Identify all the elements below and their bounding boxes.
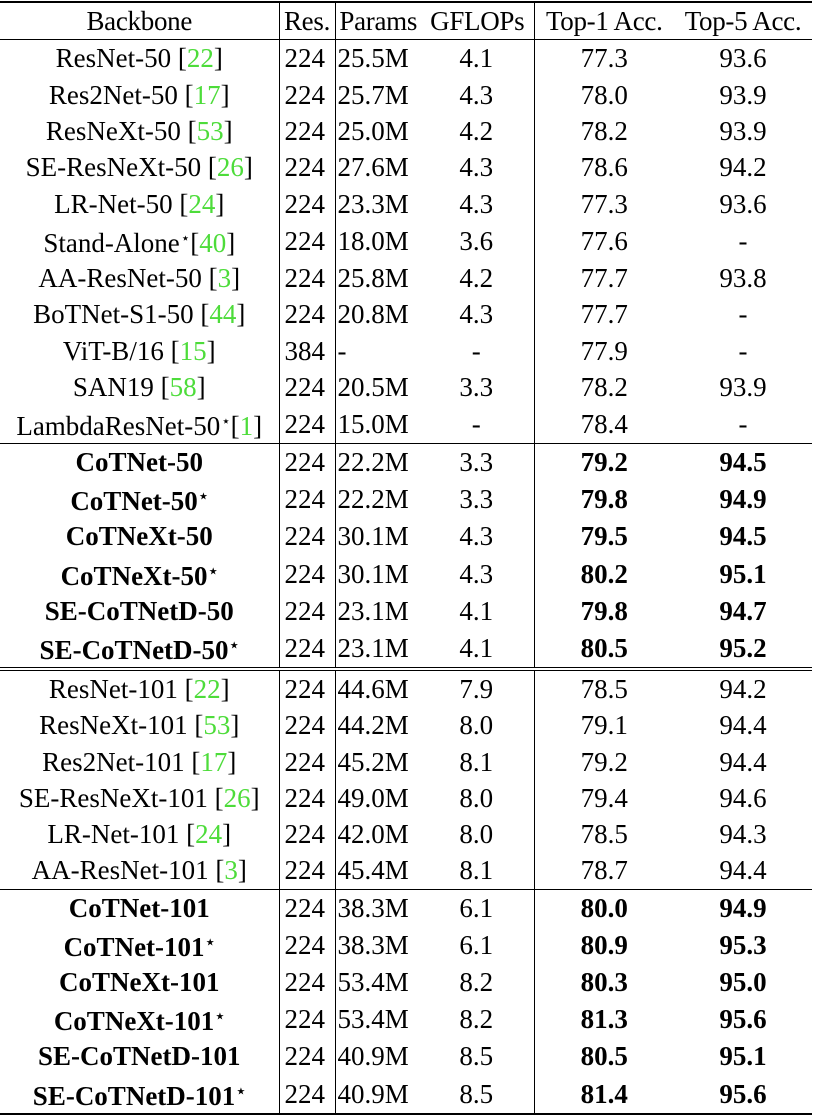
table-row (0, 816, 812, 852)
top1-acc-cell: 79.8 (534, 593, 674, 629)
backbone-cell: Res2Net-101 [17] (42, 746, 237, 777)
top1-acc-cell: 79.2 (534, 443, 674, 480)
citation-link[interactable]: 17 (193, 79, 221, 110)
top5-acc-cell: 94.9 (674, 889, 812, 926)
top1-acc-cell: 78.5 (534, 816, 674, 852)
table-row (0, 405, 812, 444)
star-marker: ⋆ (229, 637, 239, 654)
top1-acc-cell: 77.7 (534, 260, 674, 296)
gflops-cell: 4.1 (459, 43, 494, 74)
backbone-cell: ResNet-101 [22] (0, 669, 279, 707)
gflops-cell: 4.2 (459, 262, 494, 293)
params-cell: 53.4M (335, 1000, 421, 1038)
params-cell: 20.8M (335, 296, 421, 332)
top5-acc-cell: 93.8 (719, 262, 767, 293)
params-cell: 38.3M (335, 926, 421, 964)
backbone-name: LambdaResNet-50 (16, 410, 221, 441)
resolution-cell: 384 (279, 332, 335, 368)
top1-acc-cell: 80.3 (534, 964, 674, 1000)
params-cell: 25.5M (335, 40, 421, 77)
top5-acc-cell: 93.6 (719, 188, 767, 219)
top1-acc-cell: 77.7 (534, 296, 674, 332)
gflops-cell: 4.3 (459, 79, 494, 110)
backbone-name: BoTNet-S1-50 (33, 299, 194, 330)
gflops-cell: 4.1 (459, 595, 494, 626)
table-row (0, 480, 812, 518)
citation-link[interactable]: 24 (188, 188, 216, 219)
table-row (0, 593, 812, 629)
backbone-name: SE-ResNeXt-101 (18, 782, 208, 813)
top1-acc-cell: 77.3 (534, 40, 674, 77)
backbone-name: ResNet-101 (48, 674, 178, 704)
backbone-name: SE-CoTNetD-101 (38, 1041, 241, 1072)
top1-acc-cell: 80.5 (534, 1038, 674, 1074)
gflops-cell: 3.3 (459, 371, 494, 402)
results-table-container (0, 1, 812, 1115)
params-cell: 23.1M (335, 593, 421, 629)
backbone-cell: LR-Net-50 [24] (54, 188, 225, 219)
backbone-cell (0, 964, 279, 1000)
header-params: Params (335, 2, 421, 40)
backbone-name: SE-ResNeXt-50 (25, 152, 202, 183)
backbone-cell: SE-ResNeXt-50 [26] (25, 152, 253, 183)
top5-acc-cell: 94.6 (719, 782, 767, 813)
top1-acc-cell: 78.4 (534, 405, 674, 444)
backbone-cell (0, 926, 279, 964)
citation-link[interactable]: 58 (169, 371, 197, 402)
top1-acc-cell: 78.0 (534, 77, 674, 113)
gflops-cell: 8.2 (459, 967, 494, 998)
table-row (0, 707, 812, 743)
top5-acc-cell: - (738, 299, 748, 330)
gflops-cell: 6.1 (421, 889, 534, 926)
backbone-cell: LR-Net-101 [24] (47, 819, 232, 850)
top5-acc-cell: 94.4 (719, 746, 767, 777)
backbone-name: SAN19 (72, 371, 154, 402)
top5-acc-cell: 93.9 (719, 116, 767, 147)
star-marker: ⋆ (208, 563, 218, 580)
resolution-cell: 224 (279, 629, 335, 669)
resolution-cell: 224 (279, 964, 335, 1000)
top5-acc-cell: 93.9 (719, 371, 767, 402)
top1-acc-cell: 77.3 (534, 185, 674, 221)
header-resolution: Res. (279, 2, 335, 40)
table-row (0, 40, 812, 77)
gflops-cell: 4.3 (459, 299, 494, 330)
resolution-cell: 224 (279, 113, 335, 149)
top5-acc-cell: 94.5 (674, 443, 812, 480)
params-cell: 49.0M (335, 780, 421, 816)
gflops-cell: 8.0 (459, 819, 494, 850)
backbone-cell: AA-ResNet-101 [3] (31, 855, 247, 886)
backbone-name: CoTNeXt-101 (53, 1006, 215, 1037)
resolution-cell: 224 (279, 780, 335, 816)
backbone-cell: Res2Net-50 [17] (48, 79, 230, 110)
resolution-cell: 224 (279, 518, 335, 554)
gflops-cell: 4.3 (459, 152, 494, 183)
citation-link[interactable]: 17 (200, 746, 228, 777)
citation-link[interactable]: 44 (209, 299, 237, 330)
resolution-cell: 224 (279, 816, 335, 852)
backbone-name: SE-CoTNetD-50 (39, 634, 229, 665)
resolution-cell: 224 (279, 852, 335, 889)
star-marker: ⋆ (221, 413, 231, 430)
params-cell: 42.0M (335, 816, 421, 852)
table-row (0, 964, 812, 1000)
citation-link[interactable]: 40 (199, 227, 227, 258)
resolution-cell: 224 (279, 77, 335, 113)
table-row (0, 77, 812, 113)
resolution-cell: 224 (279, 222, 335, 260)
params-cell: 38.3M (335, 889, 421, 926)
top1-acc-cell: 79.5 (534, 518, 674, 554)
backbone-cell (0, 593, 279, 629)
table-row (0, 222, 812, 260)
table-row (0, 332, 812, 368)
params-cell: 22.2M (335, 443, 421, 480)
gflops-cell: 8.0 (459, 710, 494, 741)
gflops-cell: 7.9 (421, 669, 534, 707)
resolution-cell: 224 (279, 260, 335, 296)
header-gflops: GFLOPs (421, 2, 534, 40)
resolution-cell: 224 (279, 1000, 335, 1038)
params-cell: 22.2M (335, 480, 421, 518)
star-marker: ⋆ (198, 489, 209, 506)
gflops-cell: 4.3 (459, 521, 494, 552)
top1-acc-cell: 78.6 (534, 149, 674, 185)
params-cell: 25.8M (335, 260, 421, 296)
backbone-cell: ResNeXt-50 [53] (45, 116, 233, 147)
top5-acc-cell: 94.9 (719, 484, 767, 515)
table-row (0, 743, 812, 779)
table-row (0, 185, 812, 221)
top1-acc-cell: 78.2 (534, 369, 674, 405)
table-row (0, 889, 812, 926)
backbone-name: LR-Net-101 (47, 819, 180, 850)
backbone-cell: BoTNet-S1-50 [44] (33, 299, 246, 330)
backbone-name: Res2Net-50 (48, 79, 178, 110)
top1-acc-cell: 78.5 (534, 669, 674, 707)
top5-acc-cell: 94.7 (719, 595, 767, 626)
table-row (0, 780, 812, 816)
top1-acc-cell: 77.9 (534, 332, 674, 368)
top1-acc-cell: 80.0 (534, 889, 674, 926)
table-row (0, 1075, 812, 1114)
backbone-name: CoTNet-50 (70, 486, 198, 517)
table-row (0, 1000, 812, 1038)
top1-acc-cell: 79.1 (534, 707, 674, 743)
backbone-name: SE-CoTNetD-50 (44, 595, 234, 626)
backbone-name: CoTNet-101 (68, 892, 210, 923)
top1-acc-cell: 80.2 (534, 555, 674, 593)
resolution-cell: 224 (279, 1038, 335, 1074)
backbone-cell: ResNeXt-101 [53] (39, 710, 240, 741)
params-cell: 15.0M (335, 405, 421, 444)
top1-acc-cell: 78.7 (534, 852, 674, 889)
top5-acc-cell: - (738, 408, 748, 439)
backbone-name: AA-ResNet-101 (31, 855, 209, 886)
backbone-cell: SAN19 [58] (72, 371, 206, 402)
star-marker: ⋆ (205, 934, 215, 951)
params-cell: 53.4M (335, 964, 421, 1000)
backbone-cell: LambdaResNet-50⋆[1] (16, 410, 263, 441)
gflops-cell: 3.6 (459, 225, 494, 256)
gflops-cell: - (471, 408, 481, 439)
resolution-cell: 224 (279, 405, 335, 444)
table-body (0, 40, 812, 1114)
top1-acc-cell: 79.8 (534, 480, 674, 518)
citation-link[interactable]: 22 (186, 43, 214, 74)
top1-acc-cell: 80.9 (534, 926, 674, 964)
citation-link[interactable]: 24 (195, 819, 223, 850)
top5-acc-cell: 94.4 (719, 710, 767, 741)
top5-acc-cell: 94.5 (719, 521, 767, 552)
gflops-cell: 8.5 (459, 1041, 494, 1072)
resolution-cell: 224 (279, 480, 335, 518)
gflops-cell: 6.1 (459, 929, 494, 960)
params-cell: 20.5M (335, 369, 421, 405)
params-cell: - (335, 332, 421, 368)
resolution-cell: 224 (279, 743, 335, 779)
params-cell: 23.3M (335, 185, 421, 221)
top1-acc-cell: 80.5 (534, 629, 674, 669)
top1-acc-cell: 77.6 (534, 222, 674, 260)
backbone-cell (0, 518, 279, 554)
resolution-cell: 224 (279, 149, 335, 185)
header-top1-acc: Top-1 Acc. (534, 2, 674, 40)
gflops-cell: 4.3 (459, 558, 494, 589)
backbone-cell: ViT-B/16 [15] (62, 335, 216, 366)
backbone-name: CoTNet-101 (63, 931, 205, 962)
backbone-name: CoTNeXt-101 (59, 967, 220, 998)
params-cell: 45.4M (335, 852, 421, 889)
top5-acc-cell: 94.3 (719, 819, 767, 850)
table-row (0, 1038, 812, 1074)
backbone-name: ResNeXt-50 (45, 116, 181, 147)
backbone-cell: AA-ResNet-50 [3] (38, 262, 241, 293)
backbone-cell (0, 889, 279, 926)
top5-acc-cell: 95.0 (719, 967, 767, 998)
backbone-name: SE-CoTNetD-101 (32, 1080, 236, 1111)
backbone-cell: Stand-Alone⋆[40] (43, 227, 236, 258)
gflops-cell: 3.3 (421, 443, 534, 480)
backbone-cell: ResNet-50 [22] (55, 43, 223, 74)
table-row (0, 113, 812, 149)
table-row (0, 149, 812, 185)
table-header-row (0, 2, 812, 40)
resolution-cell: 224 (279, 369, 335, 405)
params-cell: 30.1M (335, 555, 421, 593)
citation-link[interactable]: 22 (193, 674, 221, 704)
citation-link[interactable]: 1 (239, 410, 254, 441)
table-row (0, 296, 812, 332)
gflops-cell: 8.0 (459, 782, 494, 813)
gflops-cell: 4.1 (459, 632, 494, 663)
gflops-cell: 4.2 (459, 116, 494, 147)
resolution-cell: 224 (279, 593, 335, 629)
resolution-cell: 224 (279, 40, 335, 77)
results-table (0, 1, 812, 1115)
resolution-cell: 224 (279, 926, 335, 964)
resolution-cell: 224 (279, 889, 335, 926)
citation-link[interactable]: 15 (179, 335, 207, 366)
table-row (0, 260, 812, 296)
backbone-name: ResNeXt-101 (39, 710, 188, 741)
gflops-cell: 8.1 (459, 746, 494, 777)
table-row (0, 443, 812, 480)
table-row (0, 555, 812, 593)
resolution-cell: 224 (279, 669, 335, 707)
resolution-cell: 224 (279, 1075, 335, 1114)
top5-acc-cell: 95.6 (719, 1004, 767, 1035)
table-row (0, 926, 812, 964)
resolution-cell: 224 (279, 443, 335, 480)
top5-acc-cell: 95.2 (719, 632, 767, 663)
backbone-cell (0, 629, 279, 669)
citation-link[interactable]: 3 (217, 262, 232, 293)
gflops-cell: - (471, 335, 481, 366)
backbone-cell: SE-ResNeXt-101 [26] (18, 782, 260, 813)
top5-acc-cell: 93.9 (719, 79, 767, 110)
gflops-cell: 4.3 (459, 188, 494, 219)
backbone-cell (0, 443, 279, 480)
top5-acc-cell: 94.2 (719, 152, 767, 183)
table-row (0, 852, 812, 889)
backbone-name: ResNet-50 (55, 43, 172, 74)
header-top5-acc: Top-5 Acc. (674, 2, 812, 40)
backbone-cell (0, 1038, 279, 1074)
top5-acc-cell: - (738, 225, 748, 256)
table-row (0, 369, 812, 405)
table-row (0, 669, 812, 707)
resolution-cell: 224 (279, 296, 335, 332)
top1-acc-cell: 78.2 (534, 113, 674, 149)
backbone-name: CoTNeXt-50 (60, 560, 208, 591)
backbone-cell (0, 1075, 279, 1114)
params-cell: 45.2M (335, 743, 421, 779)
params-cell: 18.0M (335, 222, 421, 260)
backbone-name: AA-ResNet-50 (38, 262, 202, 293)
gflops-cell: 8.1 (459, 855, 494, 886)
top5-acc-cell: 94.2 (674, 669, 812, 707)
backbone-name: ViT-B/16 (62, 335, 164, 366)
top5-acc-cell: 95.1 (719, 558, 767, 589)
gflops-cell: 8.5 (421, 1075, 534, 1114)
citation-link[interactable]: 53 (203, 710, 231, 741)
params-cell: 27.6M (335, 149, 421, 185)
citation-link[interactable]: 3 (224, 855, 238, 886)
top1-acc-cell: 81.4 (534, 1075, 674, 1114)
backbone-cell (0, 1000, 279, 1038)
params-cell: 44.2M (335, 707, 421, 743)
backbone-cell (0, 480, 279, 518)
table-row (0, 518, 812, 554)
citation-link[interactable]: 26 (223, 782, 251, 813)
top5-acc-cell: 95.6 (674, 1075, 812, 1114)
params-cell: 30.1M (335, 518, 421, 554)
params-cell: 23.1M (335, 629, 421, 669)
star-marker: ⋆ (180, 230, 191, 247)
citation-link[interactable]: 26 (216, 152, 244, 183)
backbone-name: CoTNeXt-50 (65, 521, 213, 552)
backbone-name: CoTNet-50 (75, 447, 203, 478)
table-row (0, 629, 812, 669)
gflops-cell: 3.3 (459, 484, 494, 515)
resolution-cell: 224 (279, 555, 335, 593)
top5-acc-cell: 95.3 (719, 929, 767, 960)
backbone-name: Res2Net-101 (42, 746, 185, 777)
top5-acc-cell: - (738, 335, 748, 366)
star-marker: ⋆ (236, 1083, 246, 1100)
backbone-name: LR-Net-50 (54, 188, 173, 219)
header-backbone: Backbone (0, 2, 279, 40)
top5-acc-cell: 95.1 (719, 1041, 767, 1072)
star-marker: ⋆ (215, 1009, 225, 1026)
top1-acc-cell: 79.2 (534, 743, 674, 779)
citation-link[interactable]: 53 (196, 116, 224, 147)
backbone-cell (0, 555, 279, 593)
params-cell: 25.0M (335, 113, 421, 149)
gflops-cell: 8.2 (459, 1004, 494, 1035)
params-cell: 40.9M (335, 1038, 421, 1074)
top5-acc-cell: 94.4 (719, 855, 767, 886)
params-cell: 25.7M (335, 77, 421, 113)
resolution-cell: 224 (279, 185, 335, 221)
top1-acc-cell: 79.4 (534, 780, 674, 816)
backbone-name: Stand-Alone (43, 227, 180, 258)
resolution-cell: 224 (279, 707, 335, 743)
top5-acc-cell: 93.6 (719, 43, 767, 74)
params-cell: 44.6M (335, 669, 421, 707)
top1-acc-cell: 81.3 (534, 1000, 674, 1038)
params-cell: 40.9M (335, 1075, 421, 1114)
